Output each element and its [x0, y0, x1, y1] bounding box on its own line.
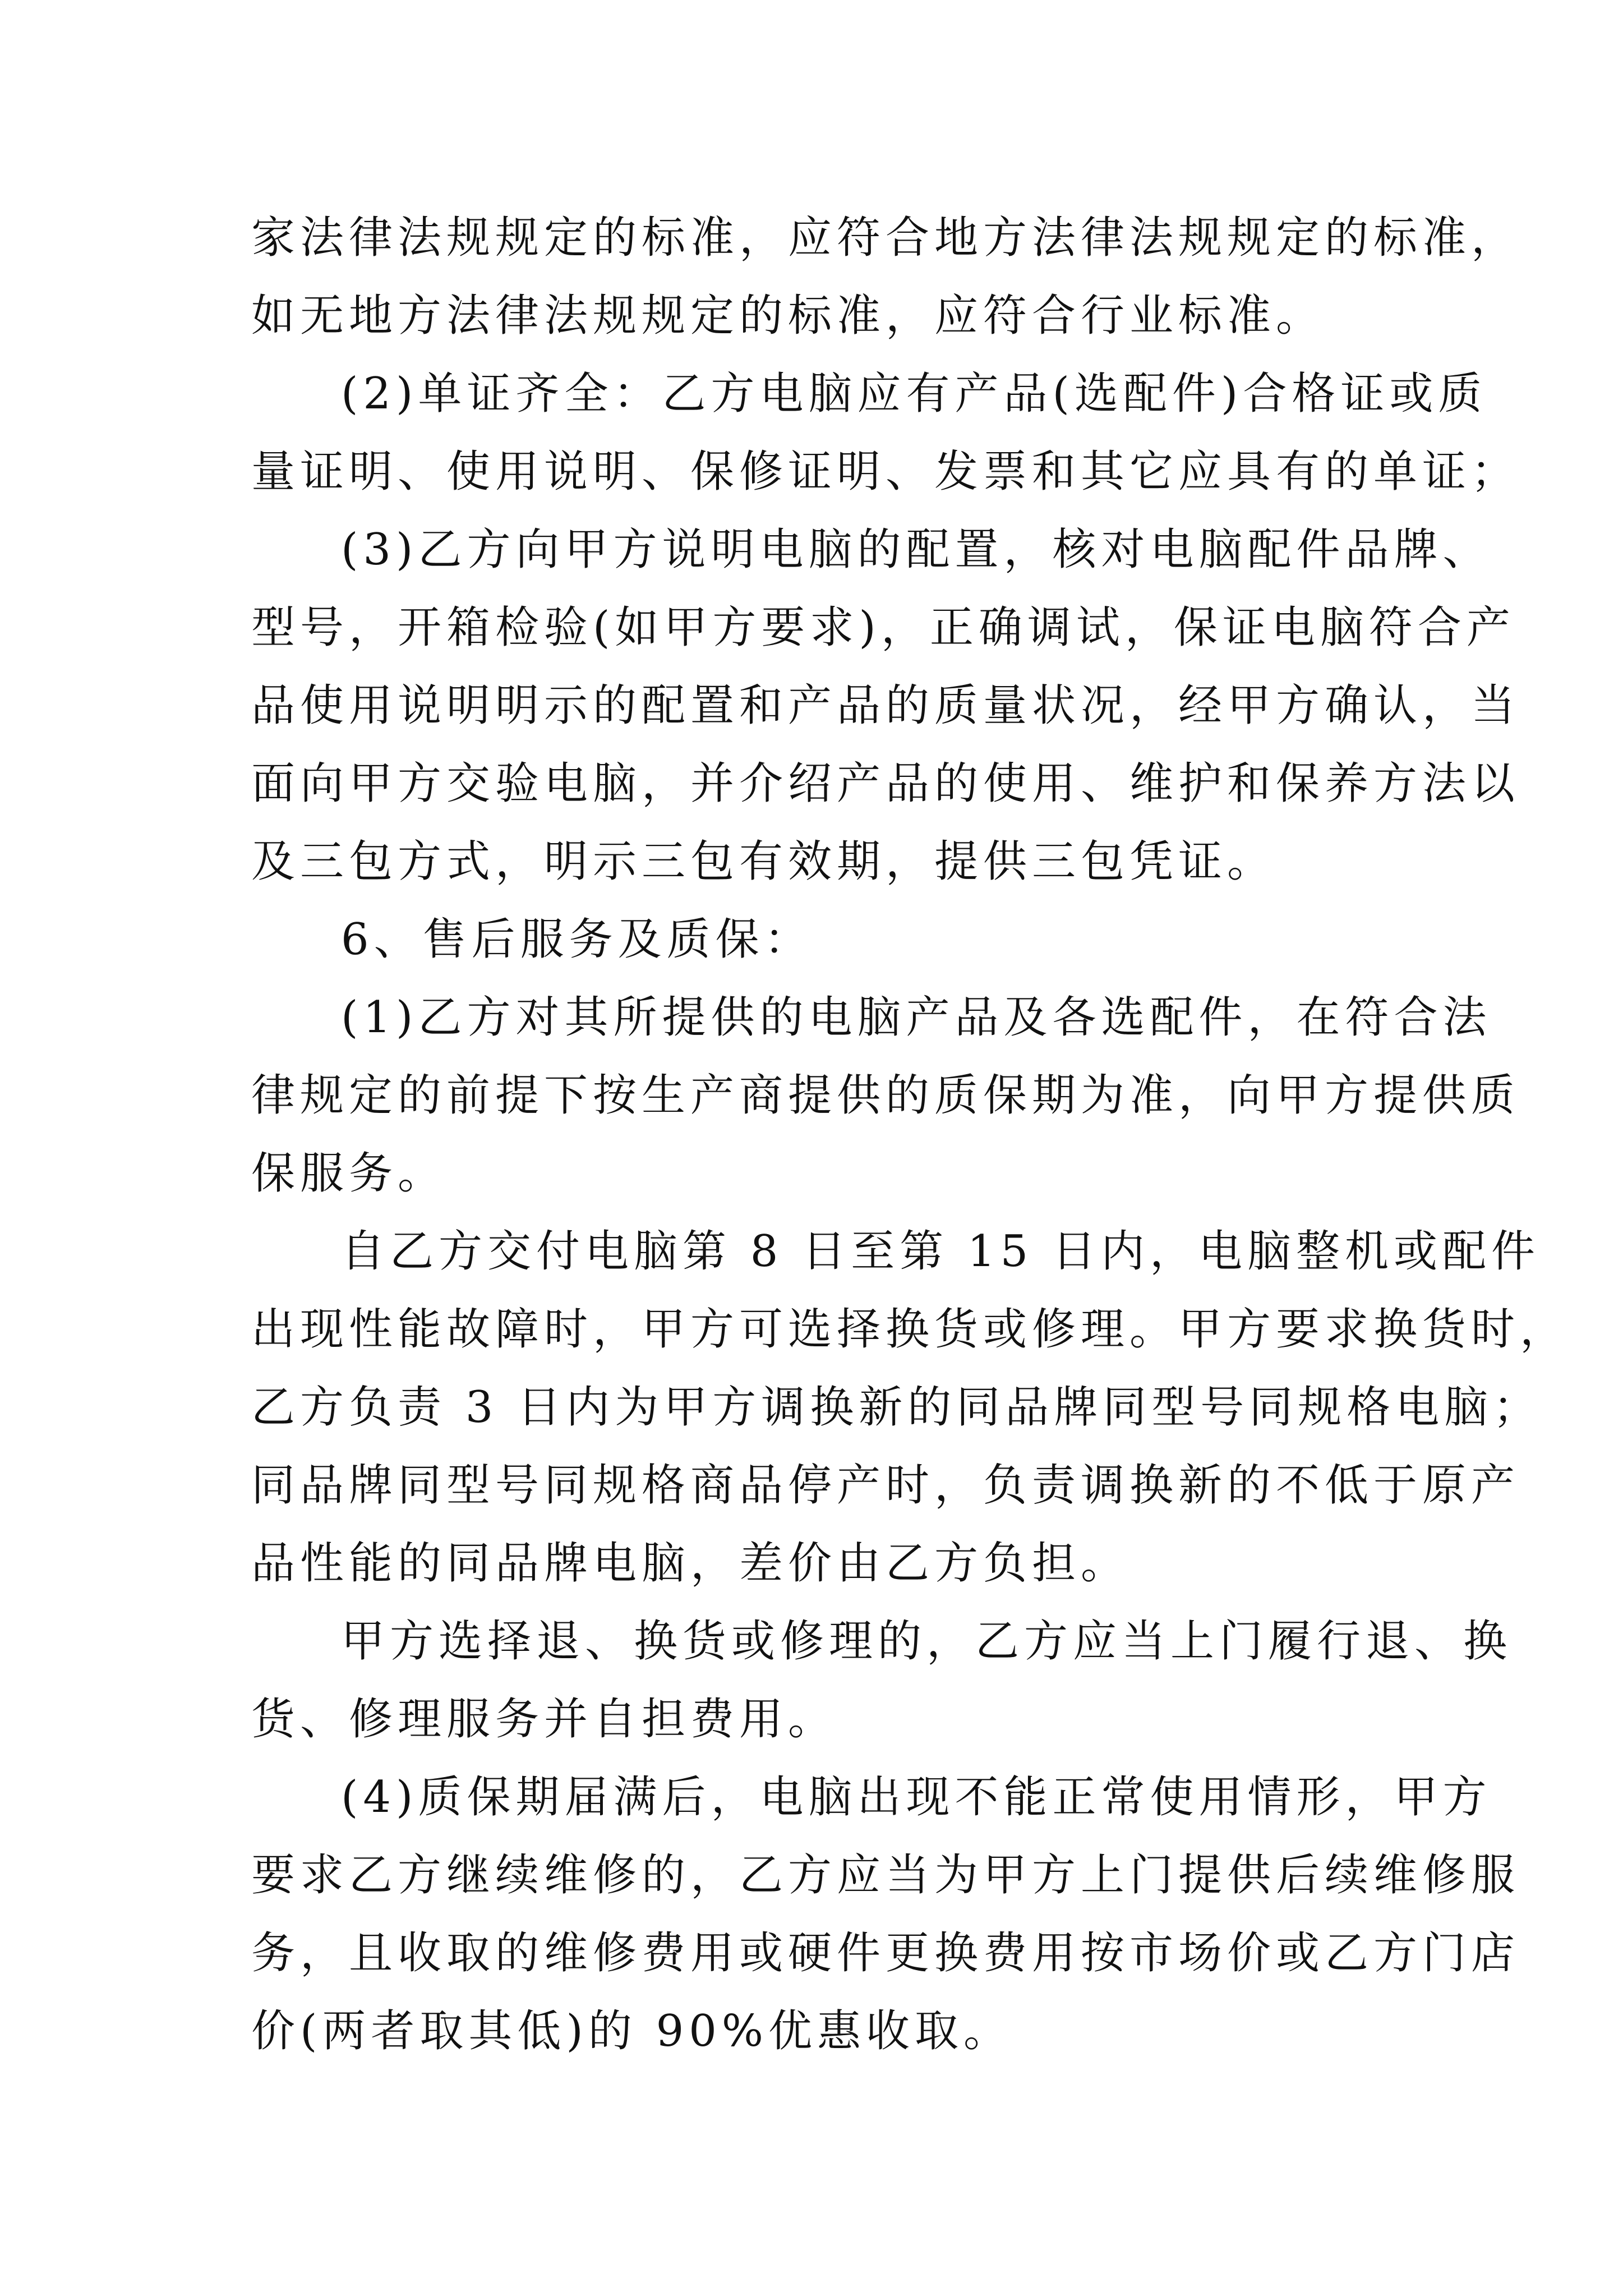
- text-line: 货、修理服务并自担费用。: [251, 1694, 837, 1745]
- text-line: 家法律法规规定的标准，应符合地方法律法规规定的标准，: [251, 213, 1520, 263]
- text-line: 务，且收取的维修费用或硬件更换费用按市场价或乙方门店: [251, 1928, 1520, 1978]
- text-line: 价(两者取其低)的 90%优惠收取。: [251, 2006, 1013, 2056]
- paragraph-start-line: (1)乙方对其所提供的电脑产品及各选配件，在符合法: [341, 992, 1492, 1043]
- text-line: 出现性能故障时，甲方可选择换货或修理。甲方要求换货时，: [251, 1304, 1569, 1355]
- text-line: 面向甲方交验电脑，并介绍产品的使用、维护和保养方法以: [251, 758, 1520, 809]
- text-line: 量证明、使用说明、保修证明、发票和其它应具有的单证；: [251, 447, 1520, 497]
- text-line: 品使用说明明示的配置和产品的质量状况，经甲方确认，当: [251, 680, 1520, 731]
- paragraph-start-line: 甲方选择退、换货或修理的，乙方应当上门履行退、换: [341, 1616, 1513, 1667]
- text-line: 型号，开箱检验(如甲方要求)，正确调试，保证电脑符合产: [251, 602, 1515, 653]
- text-line: 同品牌同型号同规格商品停产时，负责调换新的不低于原产: [251, 1460, 1520, 1511]
- text-line: 律规定的前提下按生产商提供的质保期为准，向甲方提供质: [251, 1070, 1520, 1121]
- text-line: 要求乙方继续维修的，乙方应当为甲方上门提供后续维修服: [251, 1850, 1520, 1901]
- paragraph-start-line: 自乙方交付电脑第 8 日至第 15 日内，电脑整机或配件: [341, 1226, 1541, 1277]
- text-line: 保服务。: [251, 1148, 447, 1199]
- text-line: 乙方负责 3 日内为甲方调换新的同品牌同型号同规格电脑；: [251, 1382, 1542, 1433]
- paragraph-start-line: (3)乙方向甲方说明电脑的配置，核对电脑配件品牌、: [341, 524, 1492, 575]
- paragraph-start-line: (2)单证齐全：乙方电脑应有产品(选配件)合格证或质: [341, 369, 1487, 419]
- text-line: 及三包方式，明示三包有效期，提供三包凭证。: [251, 836, 1276, 887]
- text-line: 品性能的同品牌电脑，差价由乙方负担。: [251, 1538, 1130, 1589]
- document-body: [251, 199, 1569, 2070]
- paragraph-start-line: (4)质保期届满后，电脑出现不能正常使用情形，甲方: [341, 1772, 1492, 1823]
- section-heading: 6、售后服务及质保：: [341, 914, 813, 965]
- text-line: 如无地方法律法规规定的标准，应符合行业标准。: [251, 291, 1325, 341]
